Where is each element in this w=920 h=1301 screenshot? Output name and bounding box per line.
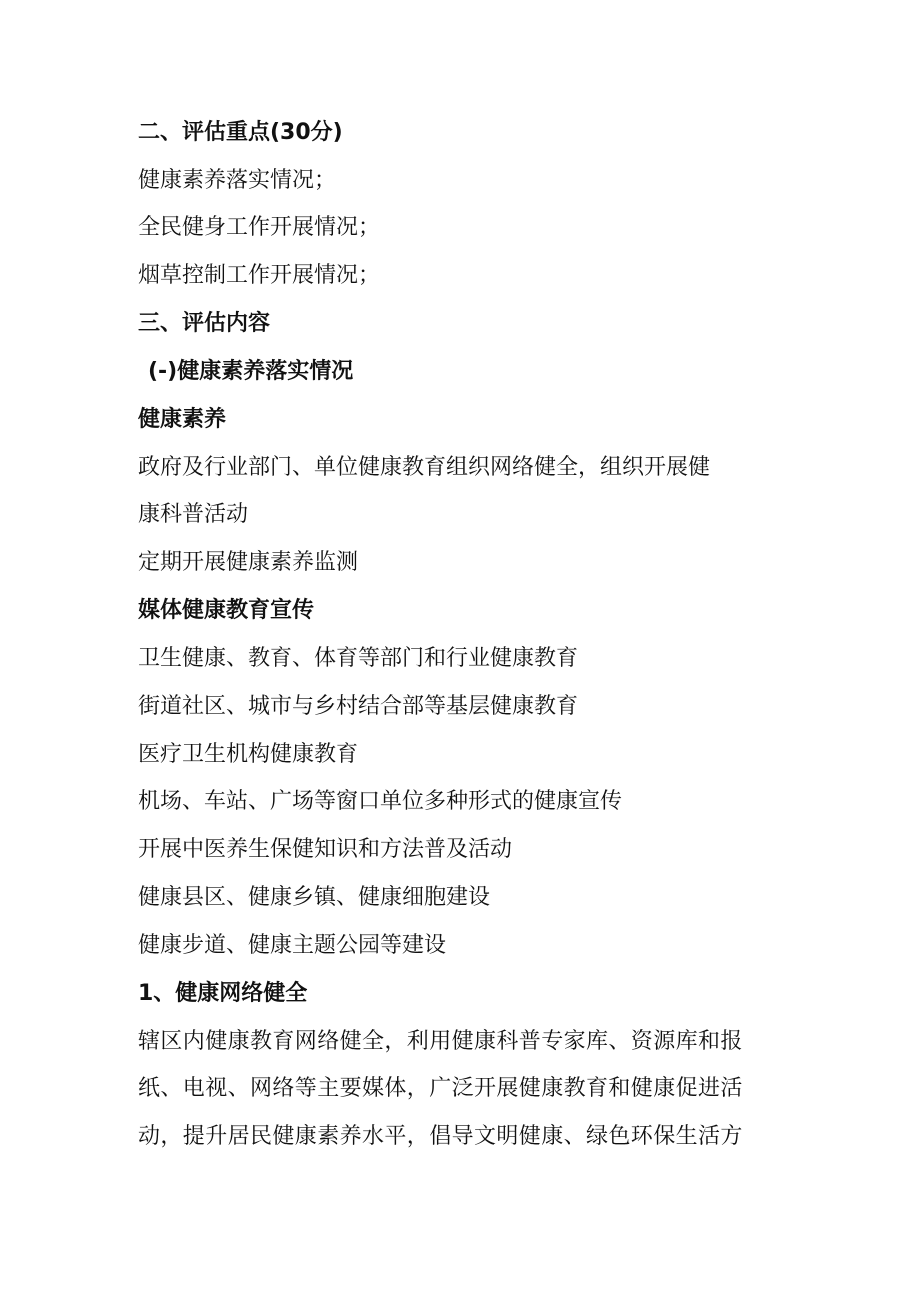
section-heading-evaluation-content: 三、评估内容: [138, 311, 271, 336]
section-heading-evaluation-focus: 二、评估重点(30分): [138, 120, 343, 145]
focus-item-tobacco-control: 烟草控制工作开展情况；: [138, 263, 381, 288]
paragraph-line: 健康步道、健康主题公园等建设: [138, 933, 447, 958]
paragraph-line: 街道社区、城市与乡村结合部等基层健康教育: [138, 694, 579, 719]
paragraph-line: 卫生健康、教育、体育等部门和行业健康教育: [138, 646, 579, 671]
item-heading-health-network: 1、健康网络健全: [138, 981, 308, 1006]
paragraph-line: 健康县区、健康乡镇、健康细胞建设: [138, 885, 491, 910]
topic-heading-media-education: 媒体健康教育宣传: [138, 598, 315, 623]
paragraph-line: 纸、电视、网络等主要媒体，广泛开展健康教育和健康促进活: [138, 1076, 743, 1101]
paragraph-line: 政府及行业部门、单位健康教育组织网络健全，组织开展健: [138, 455, 711, 480]
paragraph-line: 康科普活动: [138, 502, 249, 527]
paragraph-line: 定期开展健康素养监测: [138, 550, 359, 575]
focus-item-national-fitness: 全民健身工作开展情况；: [138, 215, 381, 240]
paragraph-line: 动，提升居民健康素养水平，倡导文明健康、绿色环保生活方: [138, 1124, 743, 1149]
focus-item-health-literacy: 健康素养落实情况；: [138, 168, 337, 193]
subsection-heading-health-literacy: (-)健康素养落实情况: [148, 359, 354, 384]
topic-heading-health-literacy: 健康素养: [138, 407, 227, 432]
paragraph-line: 医疗卫生机构健康教育: [138, 742, 359, 767]
paragraph-line: 机场、车站、广场等窗口单位多种形式的健康宣传: [138, 789, 623, 814]
paragraph-line: 辖区内健康教育网络健全，利用健康科普专家库、资源库和报: [138, 1029, 743, 1054]
paragraph-line: 开展中医养生保健知识和方法普及活动: [138, 837, 513, 862]
